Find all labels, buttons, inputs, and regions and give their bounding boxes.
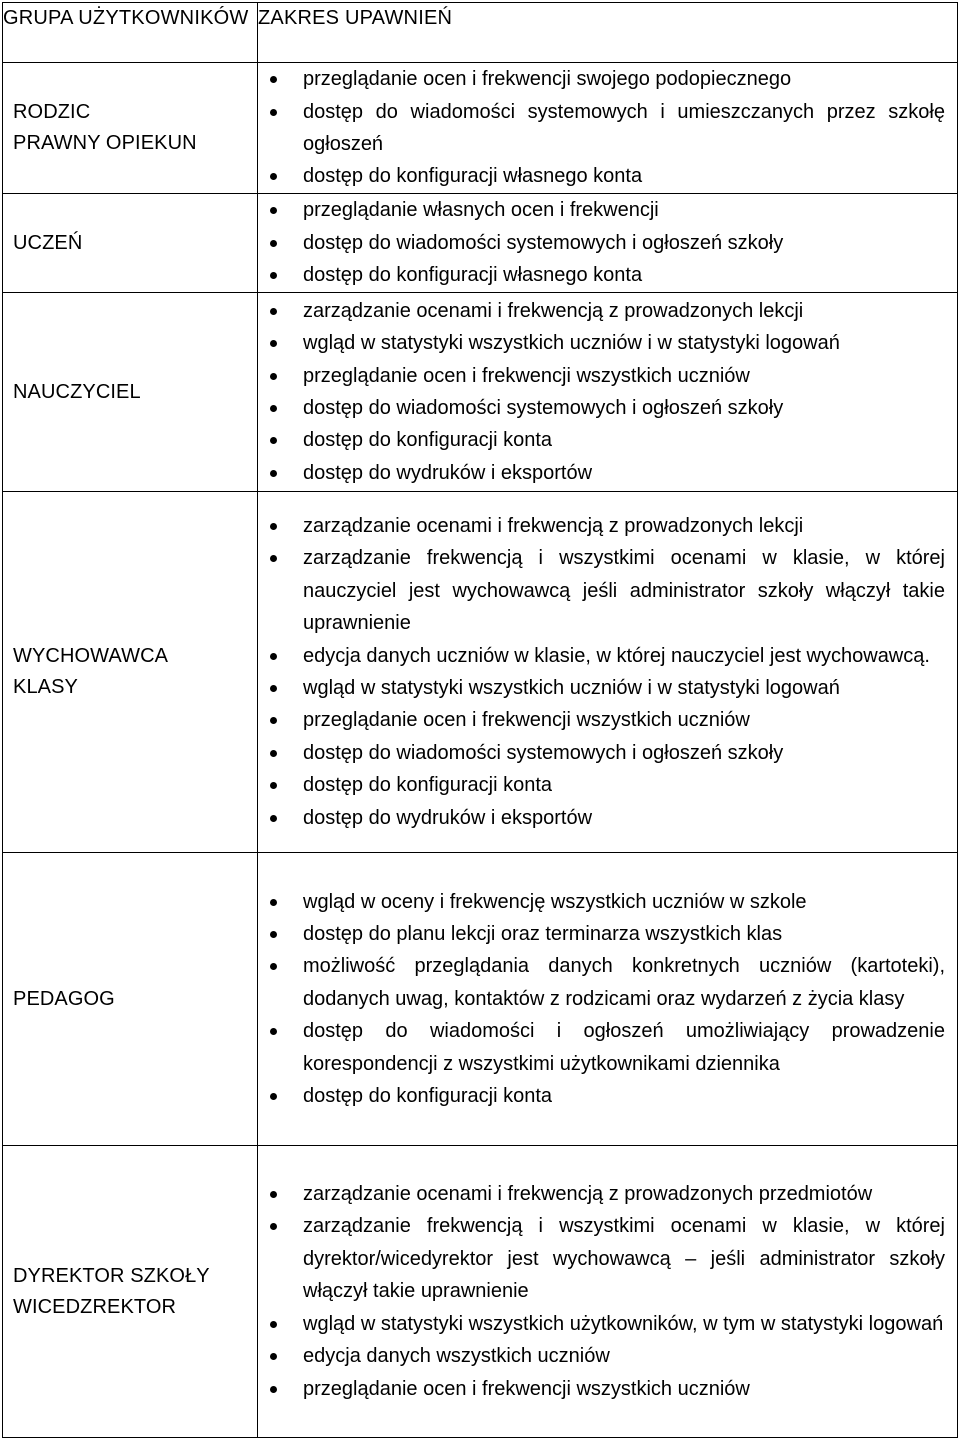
bullet-icon xyxy=(270,272,277,279)
list-item xyxy=(258,737,957,769)
list-item xyxy=(258,1340,957,1372)
permission-text: dostęp do wydruków i eksportów xyxy=(303,461,593,484)
list-item xyxy=(258,704,957,736)
list-item xyxy=(258,542,957,639)
permission-text: wgląd w statystyki wszystkich uczniów i w statystyki logowań xyxy=(303,677,840,699)
bullet-icon xyxy=(270,109,277,116)
permission-text: dostęp do konfiguracji własnego konta xyxy=(303,165,643,188)
list-item xyxy=(258,360,957,392)
permission-text: zarządzanie ocenami i frekwencją z prowadzonych lekcji xyxy=(303,299,804,322)
permission-text: edycja danych wszystkich uczniów xyxy=(303,1345,610,1368)
table-header-row xyxy=(3,3,958,63)
permission-text: dostęp do wiadomości systemowych i ogłoszeń szkoły xyxy=(303,741,784,764)
header-group-label: GRUPA UŻYTKOWNIKÓW xyxy=(3,3,258,63)
bullet-icon xyxy=(270,555,277,562)
scope-cell xyxy=(258,492,958,853)
list-item xyxy=(258,160,957,192)
group-cell xyxy=(3,63,258,194)
bullet-icon xyxy=(270,963,277,970)
group-name-line: UCZEŃ xyxy=(13,231,83,254)
permission-list xyxy=(258,194,957,291)
table-row xyxy=(3,194,958,293)
group-name-line: WYCHOWAWCA xyxy=(13,645,169,667)
list-item xyxy=(258,1308,957,1340)
group-cell xyxy=(3,194,258,293)
permission-text: przeglądanie własnych ocen i frekwencji xyxy=(303,199,659,222)
bullet-icon xyxy=(270,1191,277,1198)
header-scope-label: ZAKRES UPAWNIEŃ xyxy=(258,3,958,63)
scope-cell xyxy=(258,1146,958,1438)
list-item xyxy=(258,1210,957,1307)
permission-list xyxy=(258,295,957,489)
permission-text: dostęp do wiadomości systemowych i umieszczanych przez szkołę ogłoszeń xyxy=(303,100,945,155)
table-row xyxy=(3,63,958,194)
bullet-icon xyxy=(270,470,277,477)
list-item xyxy=(258,672,957,704)
bullet-icon xyxy=(270,240,277,247)
table-row xyxy=(3,293,958,492)
permission-text: dostęp do wiadomości systemowych i ogłoszeń szkoły xyxy=(303,231,784,254)
permission-text: dostęp do planu lekcji oraz terminarza wszystkich klas xyxy=(303,922,783,945)
list-item xyxy=(258,802,957,834)
group-name-line: DYREKTOR SZKOŁY xyxy=(13,1264,210,1287)
list-item xyxy=(258,1373,957,1405)
permission-list xyxy=(258,886,957,1113)
list-item xyxy=(258,1015,957,1080)
permission-text: wgląd w statystyki wszystkich użytkowników, w tym w statystyki logowań xyxy=(303,1312,944,1335)
list-item xyxy=(258,950,957,1015)
permission-list xyxy=(258,1178,957,1405)
list-item xyxy=(258,918,957,950)
bullet-icon xyxy=(270,1386,277,1393)
permission-text: zarządzanie ocenami i frekwencją z prowadzonych przedmiotów xyxy=(303,1183,873,1206)
permission-text: przeglądanie ocen i frekwencji wszystkich uczniów xyxy=(303,709,750,732)
list-item xyxy=(258,1178,957,1210)
bullet-icon xyxy=(270,685,277,692)
bullet-icon xyxy=(270,1321,277,1328)
list-item xyxy=(258,194,957,226)
bullet-icon xyxy=(270,207,277,214)
bullet-icon xyxy=(270,373,277,380)
list-item xyxy=(258,392,957,424)
group-name-line: NAUCZYCIEL xyxy=(13,380,141,403)
bullet-icon xyxy=(270,437,277,444)
list-item xyxy=(258,886,957,918)
list-item xyxy=(258,96,957,161)
group-cell xyxy=(3,853,258,1146)
list-item xyxy=(258,295,957,327)
bullet-icon xyxy=(270,1223,277,1230)
permission-text: dostęp do wydruków i eksportów xyxy=(303,806,593,829)
permission-text: przeglądanie ocen i frekwencji wszystkich uczniów xyxy=(303,1377,750,1400)
bullet-icon xyxy=(270,782,277,789)
scope-cell xyxy=(258,194,958,293)
permissions-table xyxy=(2,2,958,1438)
bullet-icon xyxy=(270,750,277,757)
bullet-icon xyxy=(270,815,277,822)
table-row xyxy=(3,853,958,1146)
permission-text: dostęp do konfiguracji własnego konta xyxy=(303,264,643,287)
permission-text: dostęp do konfiguracji konta xyxy=(303,429,553,452)
permission-text: dostęp do wiadomości systemowych i ogłoszeń szkoły xyxy=(303,397,784,419)
list-item xyxy=(258,769,957,801)
list-item xyxy=(258,424,957,456)
bullet-icon xyxy=(270,1028,277,1035)
scope-cell xyxy=(258,293,958,492)
permission-list xyxy=(258,63,957,193)
bullet-icon xyxy=(270,653,277,660)
list-item xyxy=(258,259,957,291)
permission-text: przeglądanie ocen i frekwencji wszystkich uczniów xyxy=(303,364,750,387)
group-cell xyxy=(3,1146,258,1438)
table-row xyxy=(3,1146,958,1438)
group-name-line: PEDAGOG xyxy=(13,987,115,1010)
scope-cell xyxy=(258,63,958,194)
permission-text: możliwość przeglądania danych konkretnych uczniów (kartoteki), dodanych uwag, kontaktów z rodzicami oraz wydarzeń z życia klasy xyxy=(303,955,945,1010)
bullet-icon xyxy=(270,308,277,315)
list-item xyxy=(258,327,957,359)
list-item xyxy=(258,227,957,259)
group-name-line: PRAWNY OPIEKUN xyxy=(13,132,197,154)
bullet-icon xyxy=(270,899,277,906)
group-name-line: KLASY xyxy=(13,676,78,698)
list-item xyxy=(258,640,957,672)
table-row xyxy=(3,492,958,853)
bullet-icon xyxy=(270,405,277,412)
bullet-icon xyxy=(270,1093,277,1100)
bullet-icon xyxy=(270,1353,277,1360)
permission-text: edycja danych uczniów w klasie, w której nauczyciel jest wychowawcą. xyxy=(303,644,930,667)
permission-text: zarządzanie frekwencją i wszystkimi ocenami w klasie, w której nauczyciel jest wychowawcą jeśli administrator szkoły włączył takie uprawnienie xyxy=(303,547,945,635)
permission-text: dostęp do konfiguracji konta xyxy=(303,774,553,797)
permission-text: wgląd w statystyki wszystkich uczniów i w statystyki logowań xyxy=(303,332,840,355)
list-item xyxy=(258,63,957,95)
permission-text: przeglądanie ocen i frekwencji swojego podopiecznego xyxy=(303,68,792,91)
group-cell xyxy=(3,492,258,853)
bullet-icon xyxy=(270,717,277,724)
list-item xyxy=(258,1080,957,1112)
permission-text: wgląd w oceny i frekwencję wszystkich uczniów w szkole xyxy=(303,890,807,913)
permission-text: zarządzanie frekwencją i wszystkimi ocenami w klasie, w której dyrektor/wicedyrektor jest wychowawcą – jeśli administrator szkoły włączył takie uprawnienie xyxy=(303,1215,945,1303)
permission-text: zarządzanie ocenami i frekwencją z prowadzonych lekcji xyxy=(303,514,804,537)
group-cell xyxy=(3,293,258,492)
permission-text: dostęp do konfiguracji konta xyxy=(303,1085,553,1108)
scope-cell xyxy=(258,853,958,1146)
bullet-icon xyxy=(270,173,277,180)
group-name-line: RODZIC xyxy=(13,101,91,123)
group-name-line: WICEDZREKTOR xyxy=(13,1295,177,1318)
bullet-icon xyxy=(270,76,277,83)
list-item xyxy=(258,510,957,542)
permission-list xyxy=(258,510,957,834)
bullet-icon xyxy=(270,523,277,530)
bullet-icon xyxy=(270,340,277,347)
bullet-icon xyxy=(270,931,277,938)
permission-text: dostęp do wiadomości i ogłoszeń umożliwiający prowadzenie korespondencji z wszystkimi użytkownikami dziennika xyxy=(303,1020,945,1075)
list-item xyxy=(258,457,957,489)
